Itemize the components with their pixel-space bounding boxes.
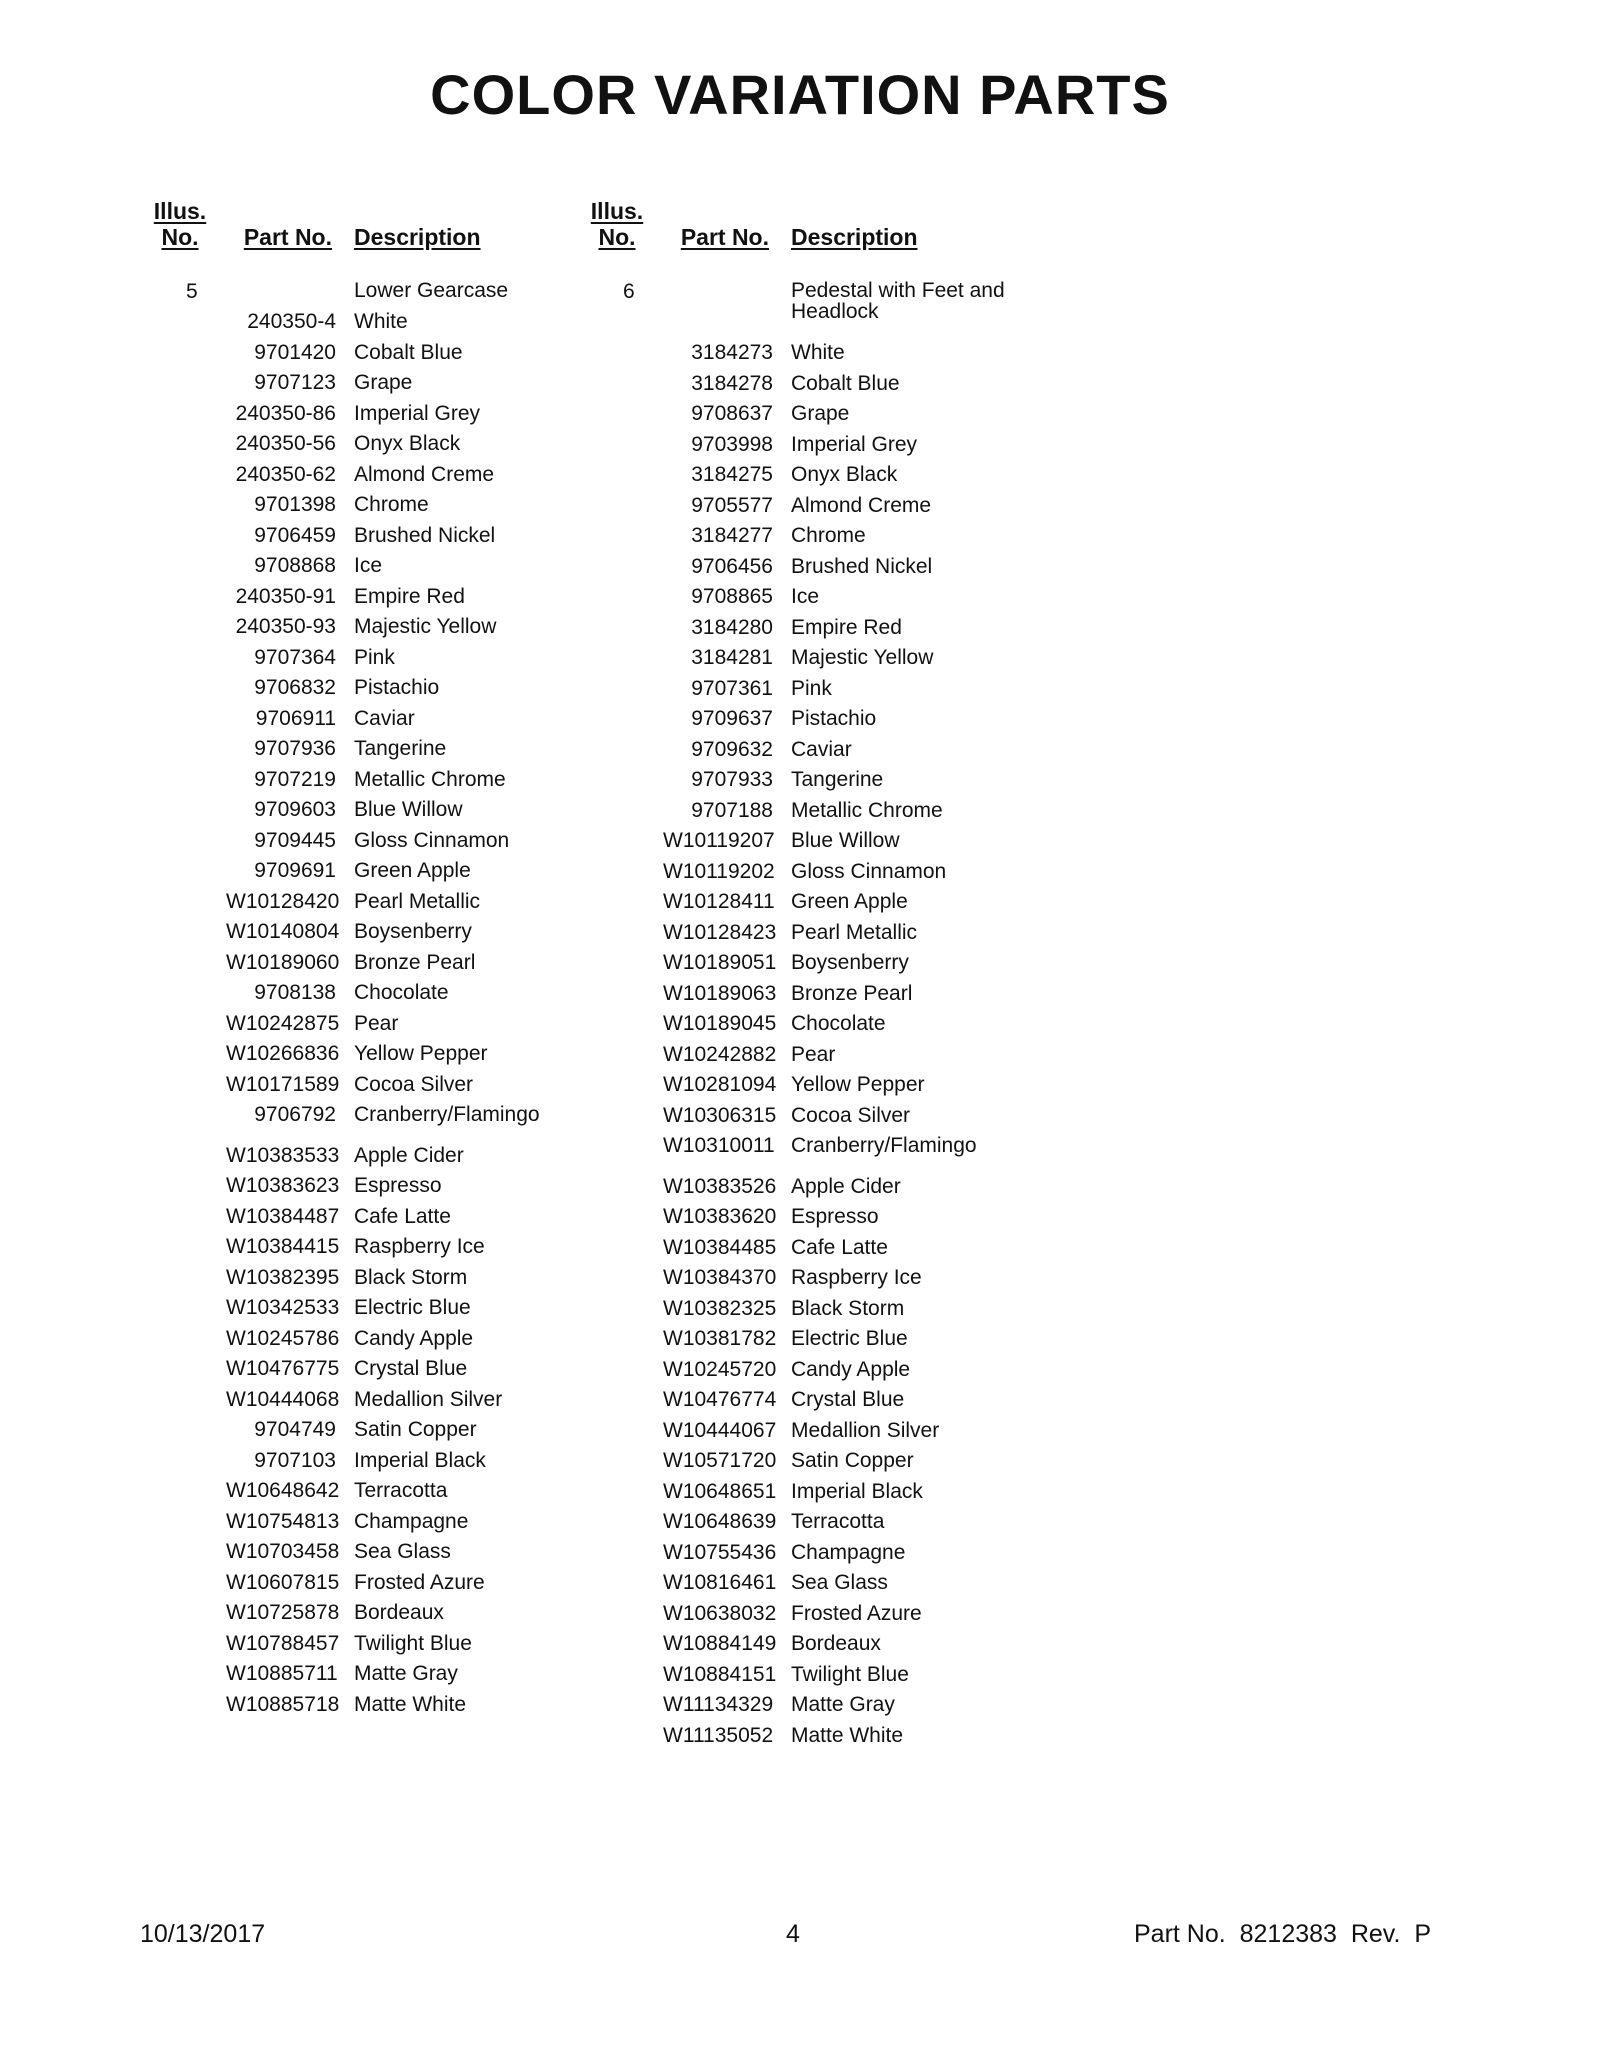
part-description: Twilight Blue — [354, 1631, 472, 1655]
part-number: W10281094 — [663, 1073, 777, 1096]
table-row — [0, 1202, 1600, 1232]
part-description: Black Storm — [791, 1296, 905, 1320]
part-number: 9708865 — [691, 585, 773, 608]
part-number: W10638032 — [663, 1601, 777, 1625]
table-row — [0, 1355, 1600, 1385]
part-description: Caviar — [354, 706, 415, 730]
part-number: 9708138 — [254, 981, 336, 1004]
description-header-left: Description — [354, 224, 481, 250]
part-number: 9709691 — [254, 859, 336, 882]
part-description: Sea Glass — [791, 1571, 888, 1594]
part-number: W10476774 — [663, 1388, 777, 1411]
part-description: Terracotta — [354, 1479, 448, 1502]
part-description: Matte White — [354, 1692, 467, 1716]
table-row — [0, 643, 1600, 673]
part-number: W10607815 — [226, 1570, 340, 1594]
part-description: Metallic Chrome — [354, 767, 506, 791]
part-number: 9706911 — [255, 706, 336, 730]
illus-header-line2: No. — [161, 224, 199, 250]
part-description: Blue Willow — [354, 798, 463, 821]
part-description: Gloss Cinnamon — [791, 859, 947, 883]
part-number: W10648642 — [226, 1479, 340, 1502]
table-row — [0, 369, 1600, 399]
table-row — [0, 338, 1600, 368]
part-number: W10703458 — [226, 1540, 340, 1563]
part-number: 240350-62 — [235, 462, 336, 486]
part-no-header-right: Part No. — [680, 224, 769, 250]
part-number: 3184280 — [691, 615, 773, 639]
part-number: W10648639 — [663, 1510, 777, 1533]
part-description: White — [354, 310, 408, 333]
table-row — [0, 826, 1600, 856]
part-number: W10119207 — [663, 829, 775, 852]
part-number: W10310011 — [663, 1134, 775, 1157]
table-row — [0, 521, 1600, 551]
part-description: Sea Glass — [354, 1540, 451, 1563]
part-description: Apple Cider — [354, 1143, 464, 1167]
footer-rev: P — [1414, 1920, 1431, 1948]
part-number: W10189063 — [663, 981, 777, 1005]
illus-number-5: 5 — [186, 280, 198, 303]
table-row — [0, 918, 1600, 948]
part-description: Grape — [354, 371, 413, 394]
part-description: Imperial Grey — [791, 432, 918, 456]
footer-rev-label: Rev. — [1350, 1920, 1401, 1948]
part-description: Metallic Chrome — [791, 798, 943, 822]
part-description: Boysenberry — [791, 951, 909, 974]
part-description: Electric Blue — [791, 1327, 908, 1350]
part-description: Tangerine — [354, 737, 447, 760]
part-number: W10383620 — [663, 1205, 777, 1228]
footer-part-number: 8212383 — [1239, 1920, 1337, 1948]
part-number: W10476775 — [226, 1357, 340, 1380]
table-row — [0, 1233, 1600, 1263]
table-row — [0, 1416, 1600, 1446]
table-row — [0, 1538, 1600, 1568]
part-number: W10306315 — [663, 1103, 777, 1127]
table-row — [0, 1070, 1600, 1100]
part-description: Twilight Blue — [791, 1662, 909, 1686]
table-row — [0, 1629, 1600, 1659]
part-description: Pistachio — [791, 707, 877, 730]
part-description: Matte Gray — [791, 1693, 895, 1716]
part-description: Grape — [791, 402, 850, 425]
part-description: Matte White — [791, 1723, 904, 1747]
part-description: Imperial Black — [354, 1448, 486, 1472]
part-number: W10383526 — [663, 1174, 777, 1198]
table-row — [0, 1721, 1600, 1751]
part-number: 9708637 — [691, 402, 773, 425]
part-number: 9706832 — [254, 676, 336, 699]
footer-part-label: Part No. — [1134, 1920, 1226, 1948]
part-number: W10755436 — [663, 1540, 777, 1564]
part-description: Pear — [791, 1042, 836, 1066]
part-description: Majestic Yellow — [791, 646, 934, 669]
part-number: 3184273 — [691, 341, 773, 364]
part-description: Onyx Black — [354, 432, 461, 455]
part-number: W10171589 — [226, 1072, 340, 1096]
part-description: Electric Blue — [354, 1296, 471, 1319]
part-number: W10119202 — [663, 859, 775, 883]
part-number: W10884149 — [663, 1632, 777, 1655]
part-number: W10128420 — [226, 889, 340, 913]
part-number: W10242882 — [663, 1042, 777, 1066]
part-description: Ice — [354, 554, 383, 577]
part-description: Cafe Latte — [354, 1204, 451, 1228]
part-number: W10648651 — [663, 1479, 777, 1503]
part-description: Cranberry/Flamingo — [354, 1103, 540, 1126]
part-description: Chocolate — [354, 981, 449, 1004]
table-row — [0, 307, 1600, 337]
part-number: 9709603 — [254, 798, 336, 821]
part-number: W10444068 — [226, 1387, 340, 1411]
part-description: Yellow Pepper — [354, 1042, 488, 1065]
table-row — [0, 491, 1600, 521]
part-description: Espresso — [354, 1174, 442, 1197]
table-row — [0, 674, 1600, 704]
part-number: W10242875 — [226, 1011, 340, 1035]
part-number: 3184277 — [691, 524, 773, 547]
table-row — [0, 735, 1600, 765]
table-row — [0, 1690, 1600, 1720]
part-number: 9708868 — [254, 554, 336, 577]
part-number: 240350-86 — [235, 401, 336, 425]
part-number: W10444067 — [663, 1418, 777, 1442]
table-row — [0, 1131, 1600, 1161]
part-number: 9707361 — [691, 676, 773, 700]
part-number: W10788457 — [226, 1631, 340, 1655]
part-number: 9707188 — [691, 798, 773, 822]
part-number: W11135052 — [663, 1723, 774, 1747]
part-description: Cobalt Blue — [791, 371, 900, 395]
part-number: W10128411 — [663, 890, 775, 913]
part-number: W11134329 — [663, 1693, 774, 1716]
part-number: W10884151 — [663, 1662, 777, 1686]
table-row — [0, 1507, 1600, 1537]
part-description: Boysenberry — [354, 920, 472, 943]
part-number: W10189060 — [226, 950, 340, 974]
part-number: W10245720 — [663, 1357, 777, 1381]
part-description: Empire Red — [354, 584, 465, 608]
table-row — [0, 1009, 1600, 1039]
part-number: 9701398 — [254, 493, 336, 516]
part-description: Cocoa Silver — [791, 1103, 911, 1127]
part-description: Green Apple — [791, 890, 908, 913]
part-number: W10384485 — [663, 1235, 777, 1259]
part-number: W10140804 — [226, 920, 340, 943]
part-description: Ice — [791, 585, 820, 608]
part-description: Frosted Azure — [354, 1570, 485, 1594]
part-description: Champagne — [791, 1540, 906, 1564]
part-number: W10384415 — [226, 1235, 340, 1258]
part-description: Gloss Cinnamon — [354, 828, 510, 852]
part-description: Pearl Metallic — [791, 920, 918, 944]
part-number: 3184281 — [691, 646, 773, 669]
part-number: W10266836 — [226, 1042, 340, 1065]
part-number: 9701420 — [254, 340, 336, 364]
part-number: 9706792 — [254, 1103, 336, 1126]
part-number: W10885718 — [226, 1692, 340, 1716]
part-description: Black Storm — [354, 1265, 468, 1289]
part-description: Candy Apple — [791, 1357, 911, 1381]
part-number: W10383623 — [226, 1174, 340, 1197]
table-row — [0, 1660, 1600, 1690]
table-row — [0, 1101, 1600, 1131]
illus-no-header-right — [587, 198, 647, 250]
part-number: 9709445 — [254, 828, 336, 852]
part-number: W10383533 — [226, 1143, 340, 1167]
part-description: Pear — [354, 1011, 399, 1035]
table-row — [0, 857, 1600, 887]
part-description: White — [791, 341, 845, 364]
part-description: Blue Willow — [791, 829, 900, 852]
part-description: Chrome — [354, 493, 429, 516]
part-description: Chrome — [791, 524, 866, 547]
footer-date: 10/13/2017 — [140, 1920, 266, 1948]
part-description: Medallion Silver — [791, 1418, 940, 1442]
part-description: Almond Creme — [354, 462, 495, 486]
table-row — [0, 948, 1600, 978]
part-description: Cocoa Silver — [354, 1072, 474, 1096]
part-description: Empire Red — [791, 615, 902, 639]
table-row — [0, 1294, 1600, 1324]
part-description: Majestic Yellow — [354, 615, 497, 638]
part-description: Cafe Latte — [791, 1235, 888, 1259]
table-row — [0, 1568, 1600, 1598]
part-description: Raspberry Ice — [791, 1266, 922, 1289]
part-number: W10245786 — [226, 1326, 340, 1350]
part-description: Bordeaux — [354, 1601, 444, 1624]
part-description: Pink — [791, 676, 832, 700]
table-row — [0, 1599, 1600, 1629]
part-description: Espresso — [791, 1205, 879, 1228]
illus-header-line1: Illus. — [153, 198, 207, 224]
part-number: 9707936 — [254, 737, 336, 760]
table-row — [0, 1446, 1600, 1476]
part-number: 9707123 — [254, 371, 336, 394]
illus-header-line2: No. — [598, 224, 636, 250]
part-number: 9706459 — [254, 523, 336, 547]
part-number: 9707103 — [254, 1448, 336, 1472]
part-number: W10754813 — [226, 1509, 340, 1533]
part-description: Pink — [354, 645, 395, 669]
part-description: Crystal Blue — [791, 1388, 905, 1411]
part-description: Bordeaux — [791, 1632, 881, 1655]
part-description: Matte Gray — [354, 1662, 458, 1685]
part-no-header-left: Part No. — [243, 224, 332, 250]
part-number: 9704749 — [254, 1418, 336, 1441]
illus-number-6: 6 — [623, 280, 635, 303]
part-number: W10885711 — [226, 1662, 338, 1685]
table-row — [0, 552, 1600, 582]
table-row — [0, 1040, 1600, 1070]
page-title: COLOR VARIATION PARTS — [430, 63, 1170, 126]
part-number: W10571720 — [663, 1449, 777, 1472]
part-description: Terracotta — [791, 1510, 885, 1533]
group-heading-right: Pedestal with Feet and Headlock — [791, 279, 1005, 323]
part-number: 9703998 — [691, 432, 773, 456]
illus-header-line1: Illus. — [590, 198, 644, 224]
part-description: Satin Copper — [354, 1418, 477, 1441]
part-number: 9707219 — [254, 767, 336, 791]
table-row — [0, 1263, 1600, 1293]
table-row — [0, 1385, 1600, 1415]
part-number: 9705577 — [691, 493, 773, 517]
part-number: 9709637 — [691, 707, 773, 730]
part-number: 240350-91 — [235, 584, 336, 608]
footer-page-number: 4 — [786, 1920, 800, 1948]
table-row — [0, 704, 1600, 734]
part-number: W10816461 — [663, 1571, 777, 1594]
part-description: Green Apple — [354, 859, 471, 882]
part-description: Brushed Nickel — [354, 523, 496, 547]
part-number: 9707933 — [691, 768, 773, 791]
part-number: W10189051 — [663, 951, 777, 974]
part-number: W10382395 — [226, 1265, 340, 1289]
part-number: W10128423 — [663, 920, 777, 944]
part-description: Medallion Silver — [354, 1387, 503, 1411]
part-number: 9709632 — [691, 737, 773, 761]
table-row — [0, 1477, 1600, 1507]
part-description: Pearl Metallic — [354, 889, 481, 913]
part-description: Brushed Nickel — [791, 554, 933, 578]
part-description: Raspberry Ice — [354, 1235, 485, 1258]
part-description: Chocolate — [791, 1012, 886, 1035]
table-row — [0, 1324, 1600, 1354]
footer-part-info — [1134, 1920, 1431, 1949]
part-description: Apple Cider — [791, 1174, 901, 1198]
table-row — [0, 399, 1600, 429]
part-number: W10189045 — [663, 1012, 777, 1035]
part-number: 9707364 — [254, 645, 336, 669]
part-number: 3184278 — [691, 371, 773, 395]
description-header-right: Description — [791, 224, 918, 250]
part-description: Candy Apple — [354, 1326, 474, 1350]
table-row — [0, 460, 1600, 490]
part-description: Crystal Blue — [354, 1357, 468, 1380]
part-number: 240350-56 — [235, 432, 336, 455]
part-number: 3184275 — [691, 463, 773, 486]
part-number: W10384487 — [226, 1204, 340, 1228]
table-row — [0, 796, 1600, 826]
part-description: Cranberry/Flamingo — [791, 1134, 977, 1157]
table-row — [0, 979, 1600, 1009]
part-description: Frosted Azure — [791, 1601, 922, 1625]
part-description: Satin Copper — [791, 1449, 914, 1472]
part-number: W10382325 — [663, 1296, 777, 1320]
part-description: Bronze Pearl — [354, 950, 476, 974]
part-description: Almond Creme — [791, 493, 932, 517]
part-description: Imperial Black — [791, 1479, 923, 1503]
part-number: W10725878 — [226, 1601, 340, 1624]
table-row — [0, 613, 1600, 643]
illus-no-header-left — [150, 198, 210, 250]
part-description: Tangerine — [791, 768, 884, 791]
table-row — [0, 765, 1600, 795]
table-row — [0, 430, 1600, 460]
part-number: 240350-4 — [247, 310, 336, 333]
part-number: 240350-93 — [235, 615, 336, 638]
part-description: Onyx Black — [791, 463, 898, 486]
group-heading-left: Lower Gearcase — [354, 279, 509, 302]
part-description: Cobalt Blue — [354, 340, 463, 364]
table-row — [0, 582, 1600, 612]
part-description: Yellow Pepper — [791, 1073, 925, 1096]
part-description: Imperial Grey — [354, 401, 481, 425]
part-number: W10384370 — [663, 1266, 777, 1289]
part-description: Bronze Pearl — [791, 981, 913, 1005]
part-number: W10342533 — [226, 1296, 340, 1319]
part-description: Champagne — [354, 1509, 469, 1533]
part-number: 9706456 — [691, 554, 773, 578]
table-row — [0, 1172, 1600, 1202]
part-number: W10381782 — [663, 1327, 777, 1350]
table-row — [0, 887, 1600, 917]
part-description: Pistachio — [354, 676, 440, 699]
part-description: Caviar — [791, 737, 852, 761]
